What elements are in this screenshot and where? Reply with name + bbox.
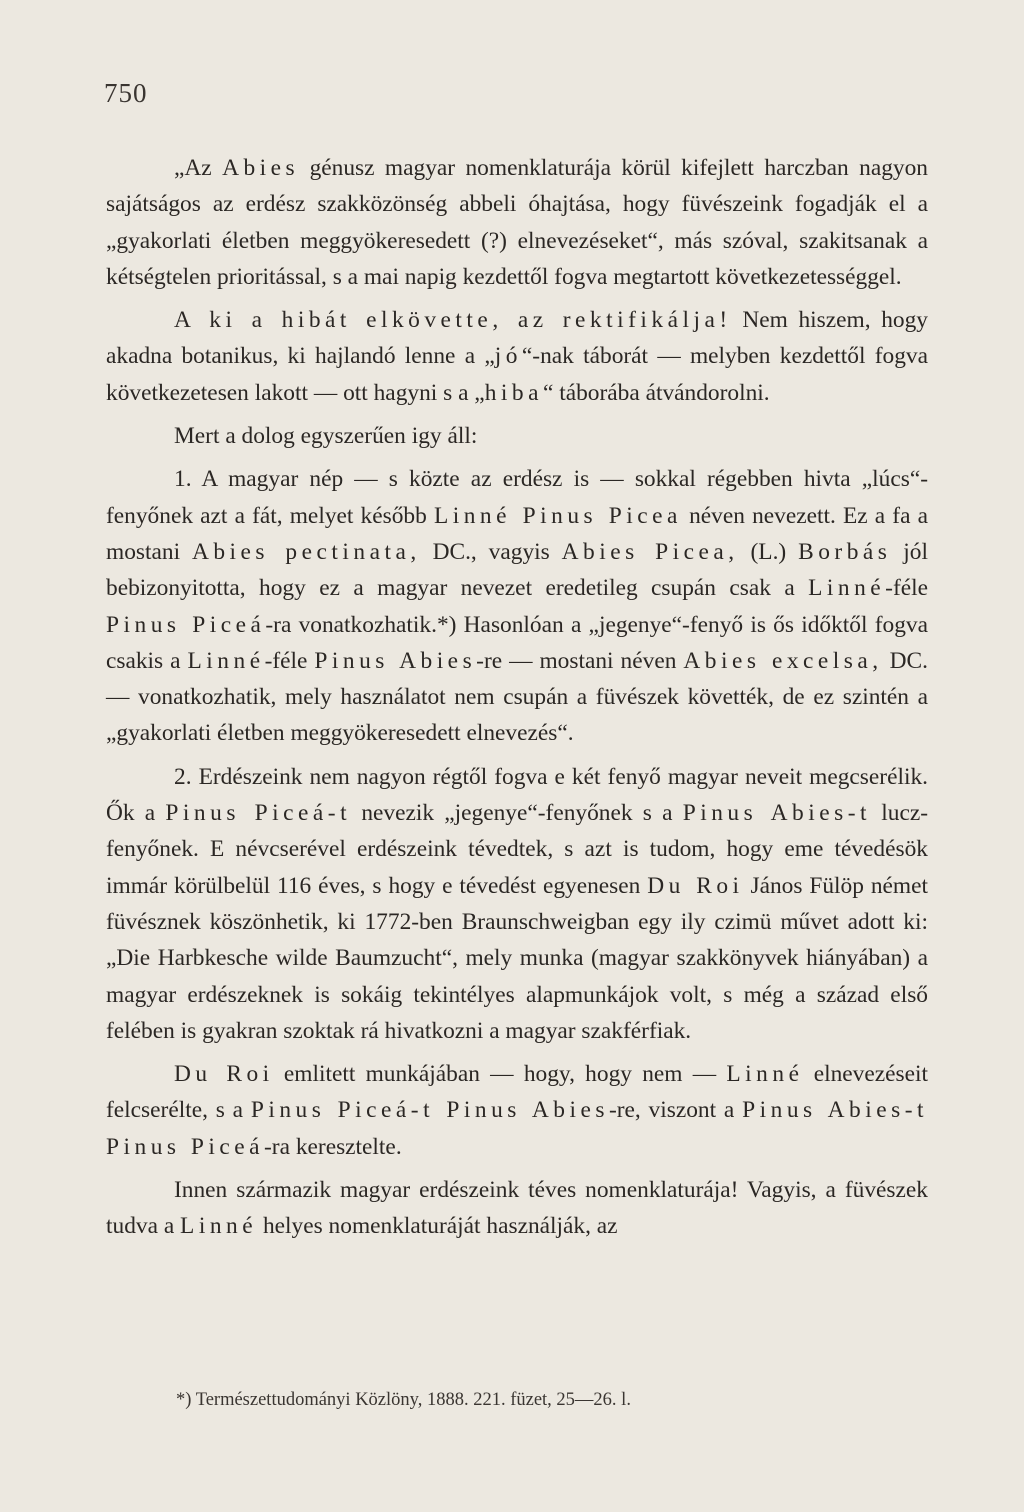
- text-run: génusz magyar nomenklaturája körül kifejlett harczban nagyon sajátságos az erdész szakközönség abbeli óhajtása, hogy füvészeink fogadják el a „gyakorlati életben meggyökeresedett (?) elnevezéseket“, más szóval, szakitsanak a kétségtelen prioritással, s a mai napig kezdettől fogva megtartott következetességgel.: [106, 155, 928, 290]
- body-text: [106, 150, 928, 1252]
- spaced-term: hiba: [484, 379, 543, 406]
- spaced-term: Du Roi: [174, 1061, 274, 1088]
- spaced-term: Abies excelsa,: [683, 647, 883, 674]
- spaced-term: Pinus Abies-t: [682, 800, 872, 827]
- text-run: nevezik „jegenye“-fenyőnek s a: [351, 800, 683, 827]
- text-run: DC. — vonatkozhatik, mely használatot nem csupán a füvészek követték, de ez szintén a „gyakorlati életben meggyökeresedett elnevezés“.: [106, 647, 928, 747]
- spaced-term: Abies: [222, 155, 300, 181]
- paragraph: [106, 150, 928, 295]
- spaced-term: Borbás: [798, 538, 892, 565]
- text-run: (L.): [738, 538, 799, 565]
- spaced-term: Pinus Abies: [314, 647, 477, 674]
- text-run: Innen származik magyar erdészeink téves nomenklaturája! Vagyis, a füvészek tudva a: [106, 1177, 928, 1240]
- text-run: -féle: [264, 647, 315, 674]
- text-run: emlitett munkájában — hogy, hogy nem —: [273, 1061, 727, 1088]
- paragraph: [106, 302, 928, 411]
- spaced-term: Pinus Piceá: [106, 611, 266, 638]
- text-run: néven nevezett. Ez a fa a mostani: [106, 502, 928, 565]
- spaced-term: Abies Picea,: [561, 538, 739, 565]
- text-run: 1. A magyar nép — s közte az erdész is — sokkal régebben hivta „lúcs“-fenyőnek azt a fát, melyet később: [106, 466, 928, 529]
- spaced-term: Pinus Abies-t Pinus Piceá: [106, 1097, 928, 1160]
- text-run: János Fülöp német füvésznek köszönhetik, ki 1772-ben Braunschweigban egy ily czimü művet adott ki: „Die Harbkesche wilde Baumzucht“, mely munka (magyar szakkönyvek hiányában) a magyar erdészeknek is sokáig tekintélyes alapmunkájok volt, s még a század első felében is gyakran szoktak rá hivatkozni a magyar szakférfiak.: [106, 872, 928, 1044]
- spaced-term: Abies pectinata,: [191, 538, 421, 565]
- text-run: jól bebizonyitotta, hogy ez a magyar nevezet eredetileg csupán csak a: [106, 538, 928, 602]
- text-run: -féle: [885, 575, 928, 602]
- text-run: DC., vagyis: [420, 538, 562, 565]
- paragraph: [106, 1172, 928, 1245]
- spaced-term: A ki a hibát elkövette, az rektifikálja!: [174, 307, 732, 334]
- spaced-term: Pinus Piceá-t Pinus Abies: [250, 1097, 609, 1124]
- text-run: -ra keresztelte.: [264, 1133, 402, 1160]
- spaced-term: Linné: [180, 1213, 258, 1240]
- paragraph: [106, 759, 928, 1049]
- page-number: 750: [104, 78, 148, 108]
- spaced-term: Linné: [808, 575, 886, 602]
- text-run: 2. Erdészeink nem nagyon régtől fogva e két fenyő magyar neveit megcserélik. Ők a: [106, 763, 928, 827]
- spaced-term: Linné Pinus Picea: [433, 502, 682, 529]
- text-run: elnevezéseit felcserélte, s a: [106, 1061, 928, 1124]
- text-run: Mert a dolog egyszerűen igy áll:: [174, 423, 478, 450]
- spaced-term: Linné: [726, 1061, 804, 1088]
- footnote: *) Természettudományi Közlöny, 1888. 221. füzet, 25—26. l.: [176, 1390, 631, 1410]
- text-run: “-nak táborát — melyben kezdettől fogva következetesen lakott — ott hagyni s a „: [106, 343, 928, 406]
- text-run: lucz-fenyőnek. E névcserével erdészeink tévedtek, s azt is tudom, hogy eme tévedésök immár körülbelül 116 éves, s hogy e tévedést egyenesen: [106, 800, 928, 899]
- text-run: “ táborába átvándorolni.: [542, 379, 770, 406]
- text-run: Nem hiszem, hogy akadna botanikus, ki hajlandó lenne a „: [106, 307, 928, 370]
- spaced-term: jó: [494, 343, 522, 370]
- text-run: „Az: [174, 155, 223, 181]
- paragraph: [106, 418, 928, 454]
- text-run: -re, viszont a: [608, 1097, 743, 1124]
- text-run: -re — mostani néven: [476, 647, 684, 674]
- paragraph: [106, 461, 928, 751]
- paragraph: [106, 1056, 928, 1165]
- spaced-term: Du Roi: [647, 872, 744, 899]
- text-run: -ra vonatkozhatik.*) Hasonlóan a „jegenye“-fenyő is ős időktől fogva csakis a: [106, 611, 928, 674]
- spaced-term: Linné: [187, 647, 265, 674]
- spaced-term: Pinus Piceá-t: [165, 800, 352, 827]
- text-run: helyes nomenklaturáját használják, az: [257, 1213, 618, 1240]
